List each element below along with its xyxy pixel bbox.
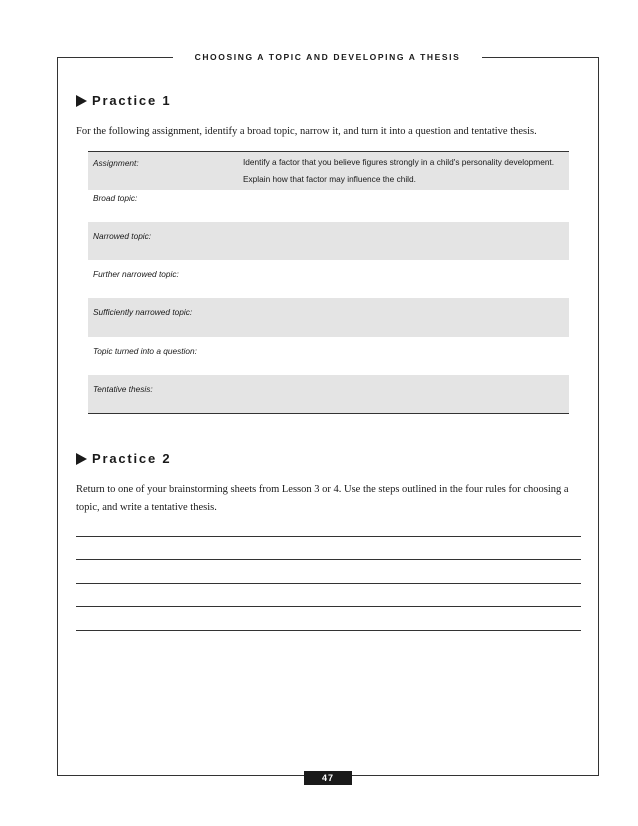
table-row-tentative-thesis[interactable] bbox=[88, 375, 569, 413]
table-row-narrowed-topic[interactable] bbox=[88, 222, 569, 260]
writing-line[interactable] bbox=[76, 536, 581, 537]
assignment-text: Identify a factor that you believe figures strongly in a child's personality development. Explain how that factor may influence the child. bbox=[243, 157, 555, 184]
table-row-broad-topic[interactable] bbox=[88, 190, 569, 222]
answer-cell[interactable] bbox=[233, 222, 569, 224]
writing-line[interactable] bbox=[76, 606, 581, 607]
row-label: Assignment: bbox=[93, 158, 139, 168]
answer-cell[interactable] bbox=[233, 260, 569, 262]
table-row-sufficiently-narrowed-topic[interactable] bbox=[88, 298, 569, 336]
practice-2-heading bbox=[76, 451, 171, 466]
writing-line[interactable] bbox=[76, 630, 581, 631]
triangle-bullet-icon bbox=[76, 453, 87, 465]
answer-cell[interactable] bbox=[253, 298, 569, 300]
writing-line[interactable] bbox=[76, 559, 581, 560]
running-header: CHOOSING A TOPIC AND DEVELOPING A THESIS bbox=[173, 48, 482, 66]
practice-1-instruction: For the following assignment, identify a broad topic, narrow it, and turn it into a question and tentative thesis. bbox=[76, 126, 537, 137]
row-label: Further narrowed topic: bbox=[93, 269, 179, 280]
row-label: Broad topic: bbox=[93, 193, 138, 203]
practice-2-instruction: Return to one of your brainstorming sheets from Lesson 3 or 4. Use the steps outlined in the four rules for choosing a topic, and write a tentative thesis. bbox=[76, 484, 569, 513]
row-label: Topic turned into a question: bbox=[93, 345, 197, 356]
answer-cell[interactable] bbox=[233, 190, 569, 192]
page-number: 47 bbox=[304, 771, 352, 785]
practice-2-title: Practice 2 bbox=[92, 451, 172, 466]
row-label: Narrowed topic: bbox=[93, 231, 152, 241]
writing-line[interactable] bbox=[76, 583, 581, 584]
topic-worksheet-table bbox=[88, 151, 569, 414]
table-row-further-narrowed-topic[interactable] bbox=[88, 260, 569, 298]
triangle-bullet-icon bbox=[76, 95, 87, 107]
answer-cell[interactable] bbox=[253, 337, 569, 339]
practice-1-title: Practice 1 bbox=[92, 93, 172, 108]
row-label: Sufficiently narrowed topic: bbox=[93, 307, 193, 318]
row-label: Tentative thesis: bbox=[93, 383, 153, 394]
table-row-assignment bbox=[88, 152, 569, 190]
answer-cell[interactable] bbox=[233, 375, 569, 377]
table-row-topic-question[interactable] bbox=[88, 337, 569, 375]
practice-1-heading bbox=[76, 93, 171, 108]
